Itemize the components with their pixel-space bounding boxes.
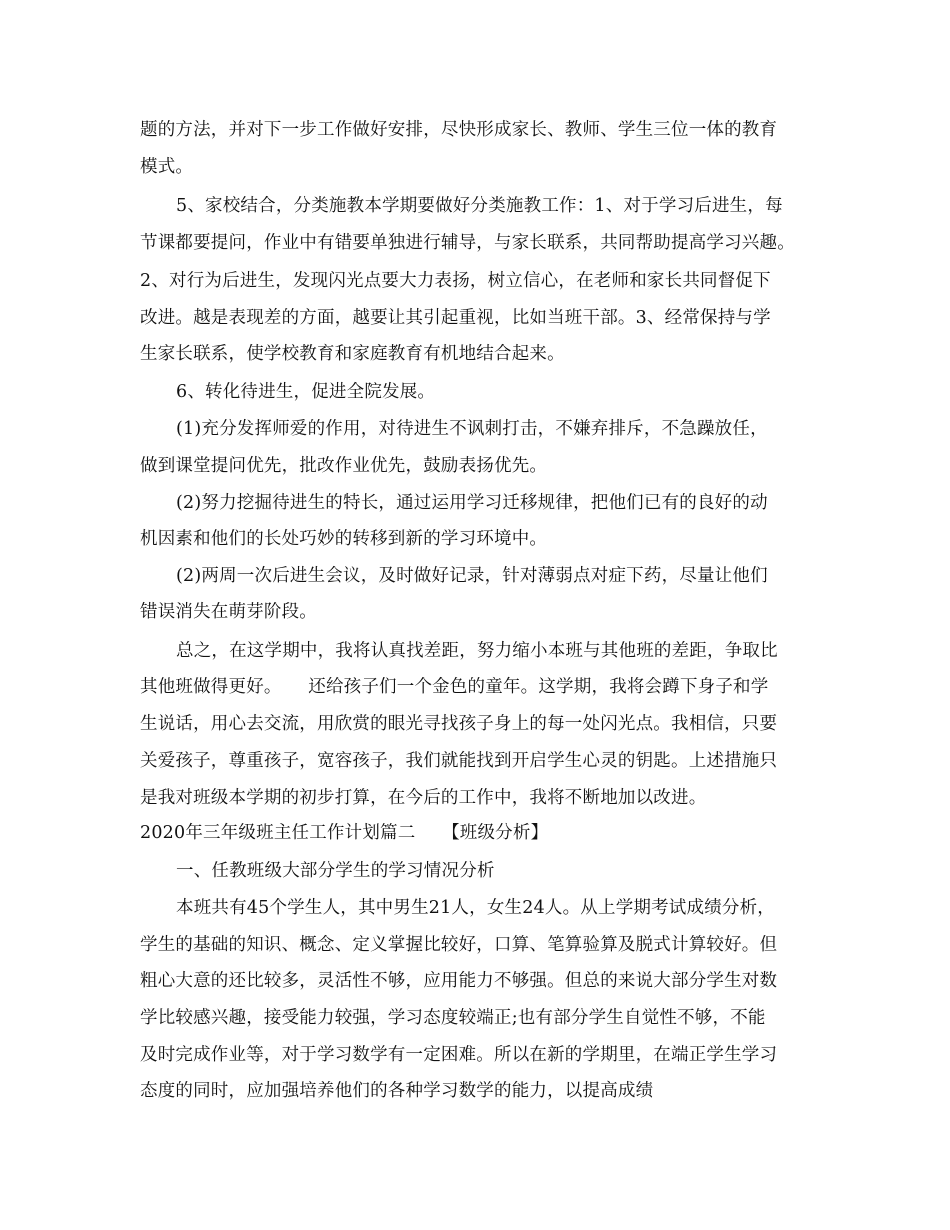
text-line: 是我对班级本学期的初步打算，在今后的工作中，我将不断地加以改进。	[140, 788, 707, 808]
text-line: 粗心大意的还比较多，灵活性不够，应用能力不够强。但总的来说大部分学生对数	[140, 971, 778, 991]
article-title: 2020年三年级班主任工作计划篇二 【班级分析】	[140, 823, 549, 843]
text-line: 改进。越是表现差的方面，越要让其引起重视，比如当班干部。3、经常保持与学	[140, 308, 771, 328]
text-line: 生说话，用心去交流，用欣赏的眼光寻找孩子身上的每一处闪光点。我相信，只要	[140, 714, 778, 734]
text-line: (2)努力挖掘待进生的特长，通过运用学习迁移规律，把他们已有的良好的动	[176, 493, 768, 513]
text-line: 学生的基础的知识、概念、定义掌握比较好，口算、笔算验算及脱式计算较好。但	[140, 935, 778, 955]
text-line: 节课都要提问，作业中有错要单独进行辅导，与家长联系，共同帮助提高学习兴趣。	[140, 233, 795, 253]
text-line: 题的方法，并对下一步工作做好安排，尽快形成家长、教师、学生三位一体的教育	[140, 120, 778, 140]
text-line: 关爱孩子，尊重孩子，宽容孩子，我们就能找到开启学生心灵的钥匙。上述措施只	[140, 751, 778, 771]
text-line: 5、家校结合，分类施教本学期要做好分类施教工作：1、对于学习后进生，每	[176, 196, 783, 216]
text-line: 错误消失在萌芽阶段。	[140, 602, 317, 622]
section-heading: 6、转化待进生，促进全院发展。	[176, 382, 436, 402]
text-line: 生家长联系，使学校教育和家庭教育有机地结合起来。	[140, 344, 565, 364]
section-heading: 一、任教班级大部分学生的学习情况分析	[176, 861, 495, 881]
text-line: (2)两周一次后进生会议，及时做好记录，针对薄弱点对症下药，尽量让他们	[176, 566, 768, 586]
text-line: 学比较感兴趣，接受能力较强，学习态度较端正;也有部分学生自觉性不够，不能	[140, 1008, 766, 1028]
text-line: 本班共有45个学生人，其中男生21人，女生24人。从上学期考试成绩分析，	[176, 898, 776, 918]
text-line: 2、对行为后进生，发现闪光点要大力表扬，树立信心，在老师和家长共同督促下	[140, 271, 771, 291]
text-line: 态度的同时，应加强培养他们的各种学习数学的能力，以提高成绩	[140, 1081, 654, 1101]
text-line: 机因素和他们的长处巧妙的转移到新的学习环境中。	[140, 529, 548, 549]
text-line: 做到课堂提问优先，批改作业优先，鼓励表扬优先。	[140, 456, 548, 476]
text-line: 模式。	[140, 157, 194, 177]
text-line: 其他班做得更好。 还给孩子们一个金色的童年。这学期，我将会蹲下身子和学	[140, 677, 769, 697]
text-line: 及时完成作业等，对于学习数学有一定困难。所以在新的学期里，在端正学生学习	[140, 1045, 778, 1065]
text-line: 总之，在这学期中，我将认真找差距，努力缩小本班与其他班的差距，争取比	[176, 641, 778, 661]
text-line: (1)充分发挥师爱的作用，对待进生不讽刺打击，不嫌弃排斥，不急躁放任，	[176, 419, 768, 439]
